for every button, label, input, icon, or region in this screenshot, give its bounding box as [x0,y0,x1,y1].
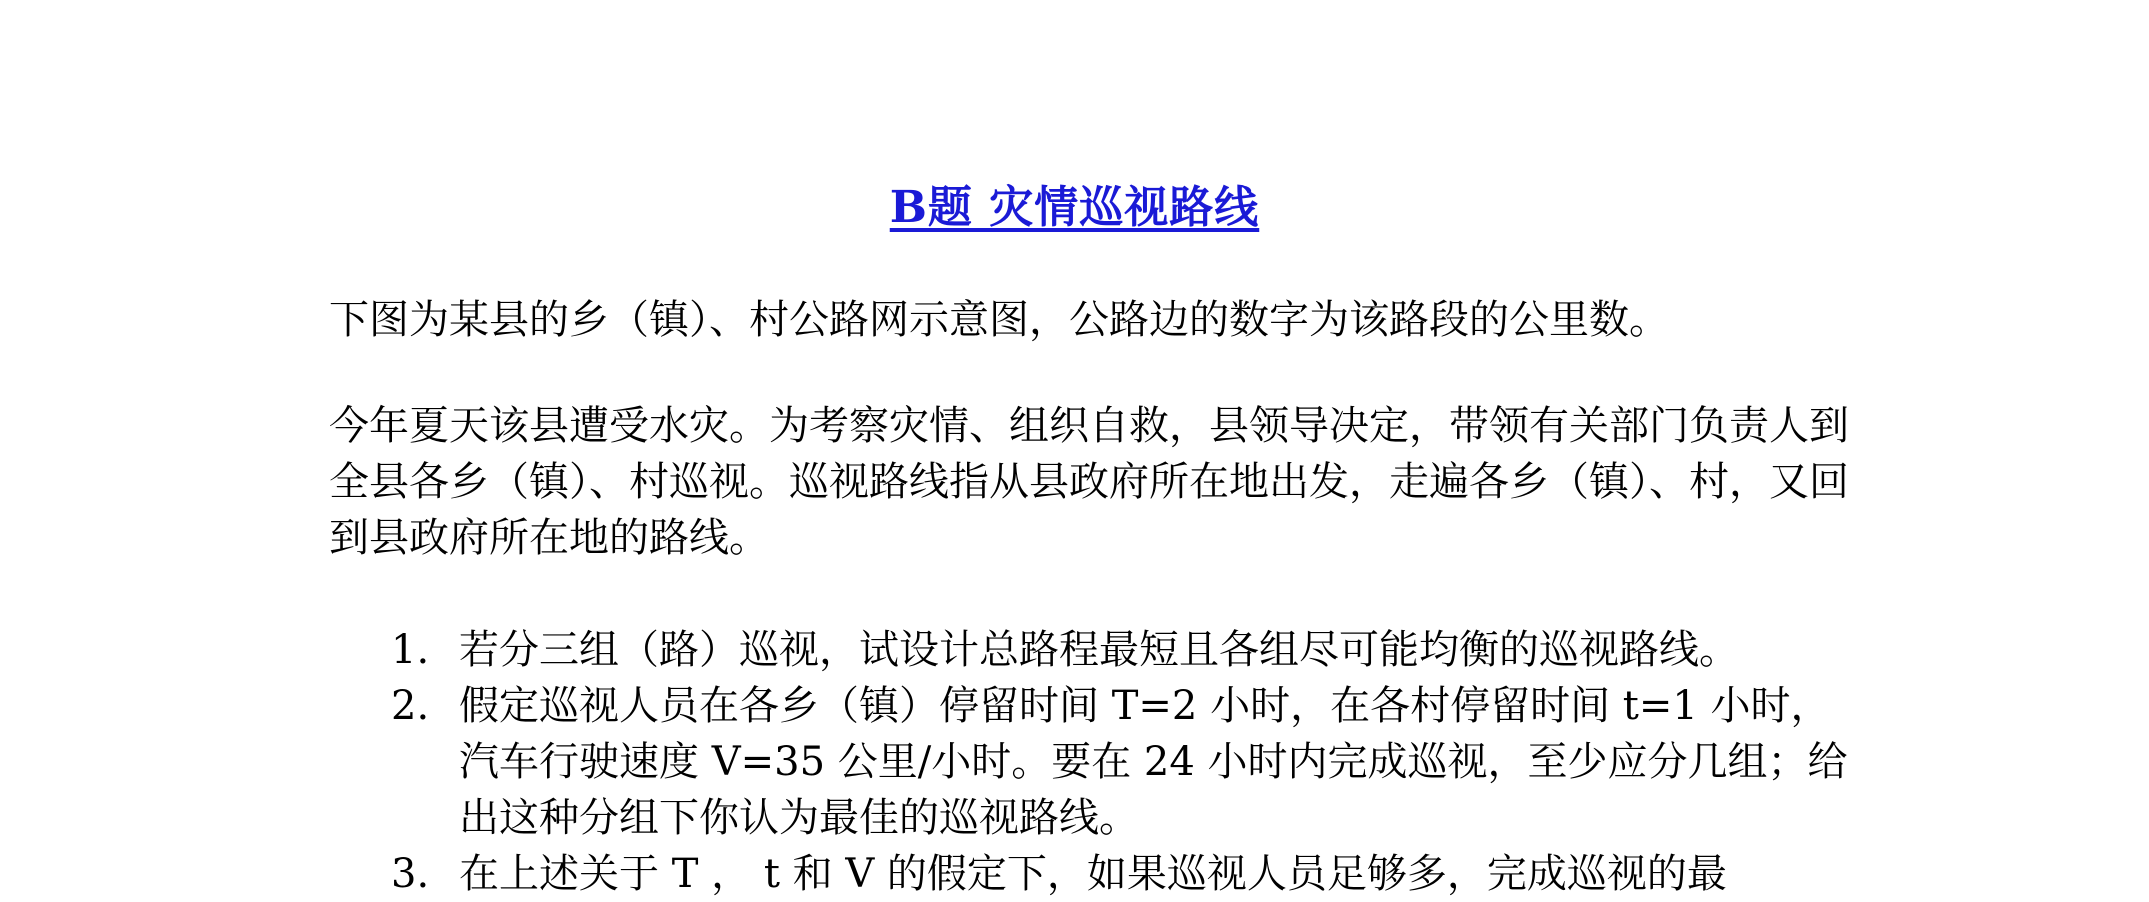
list-item-number: 3. [391,851,430,897]
list-item-number: 2. [391,683,430,729]
context-paragraph: 今年夏天该县遭受水灾。为考察灾情、组织自救，县领导决定，带领有关部门负责人到全县各乡（镇）、村巡视。巡视路线指从县政府所在地出发，走遍各乡（镇）、村，又回到县政府所在地的路线。 [329,403,1849,561]
intro-paragraph: 下图为某县的乡（镇）、村公路网示意图，公路边的数字为该路段的公里数。 [329,297,1669,343]
list-item [329,846,1849,902]
list-item [329,622,1849,678]
list-item-text: 若分三组（路）巡视，试设计总路程最短且各组尽可能均衡的巡视路线。 [459,627,1739,673]
list-item [329,678,1849,846]
list-item-text: 在上述关于 T ， t 和 V 的假定下，如果巡视人员足够多，完成巡视的最 [459,851,1727,897]
list-item-text: 假定巡视人员在各乡（镇）停留时间 T=2 小时，在各村停留时间 t=1 小时，汽车行驶速度 V=35 公里/小时。要在 24 小时内完成巡视，至少应分几组；给出这种分组下你认为最佳的巡视路线。 [459,683,1848,841]
document-title [0,178,2149,238]
question-list [329,622,1849,902]
title-link[interactable]: B题 灾情巡视路线 [889,182,1260,233]
list-item-number: 1. [391,627,430,673]
